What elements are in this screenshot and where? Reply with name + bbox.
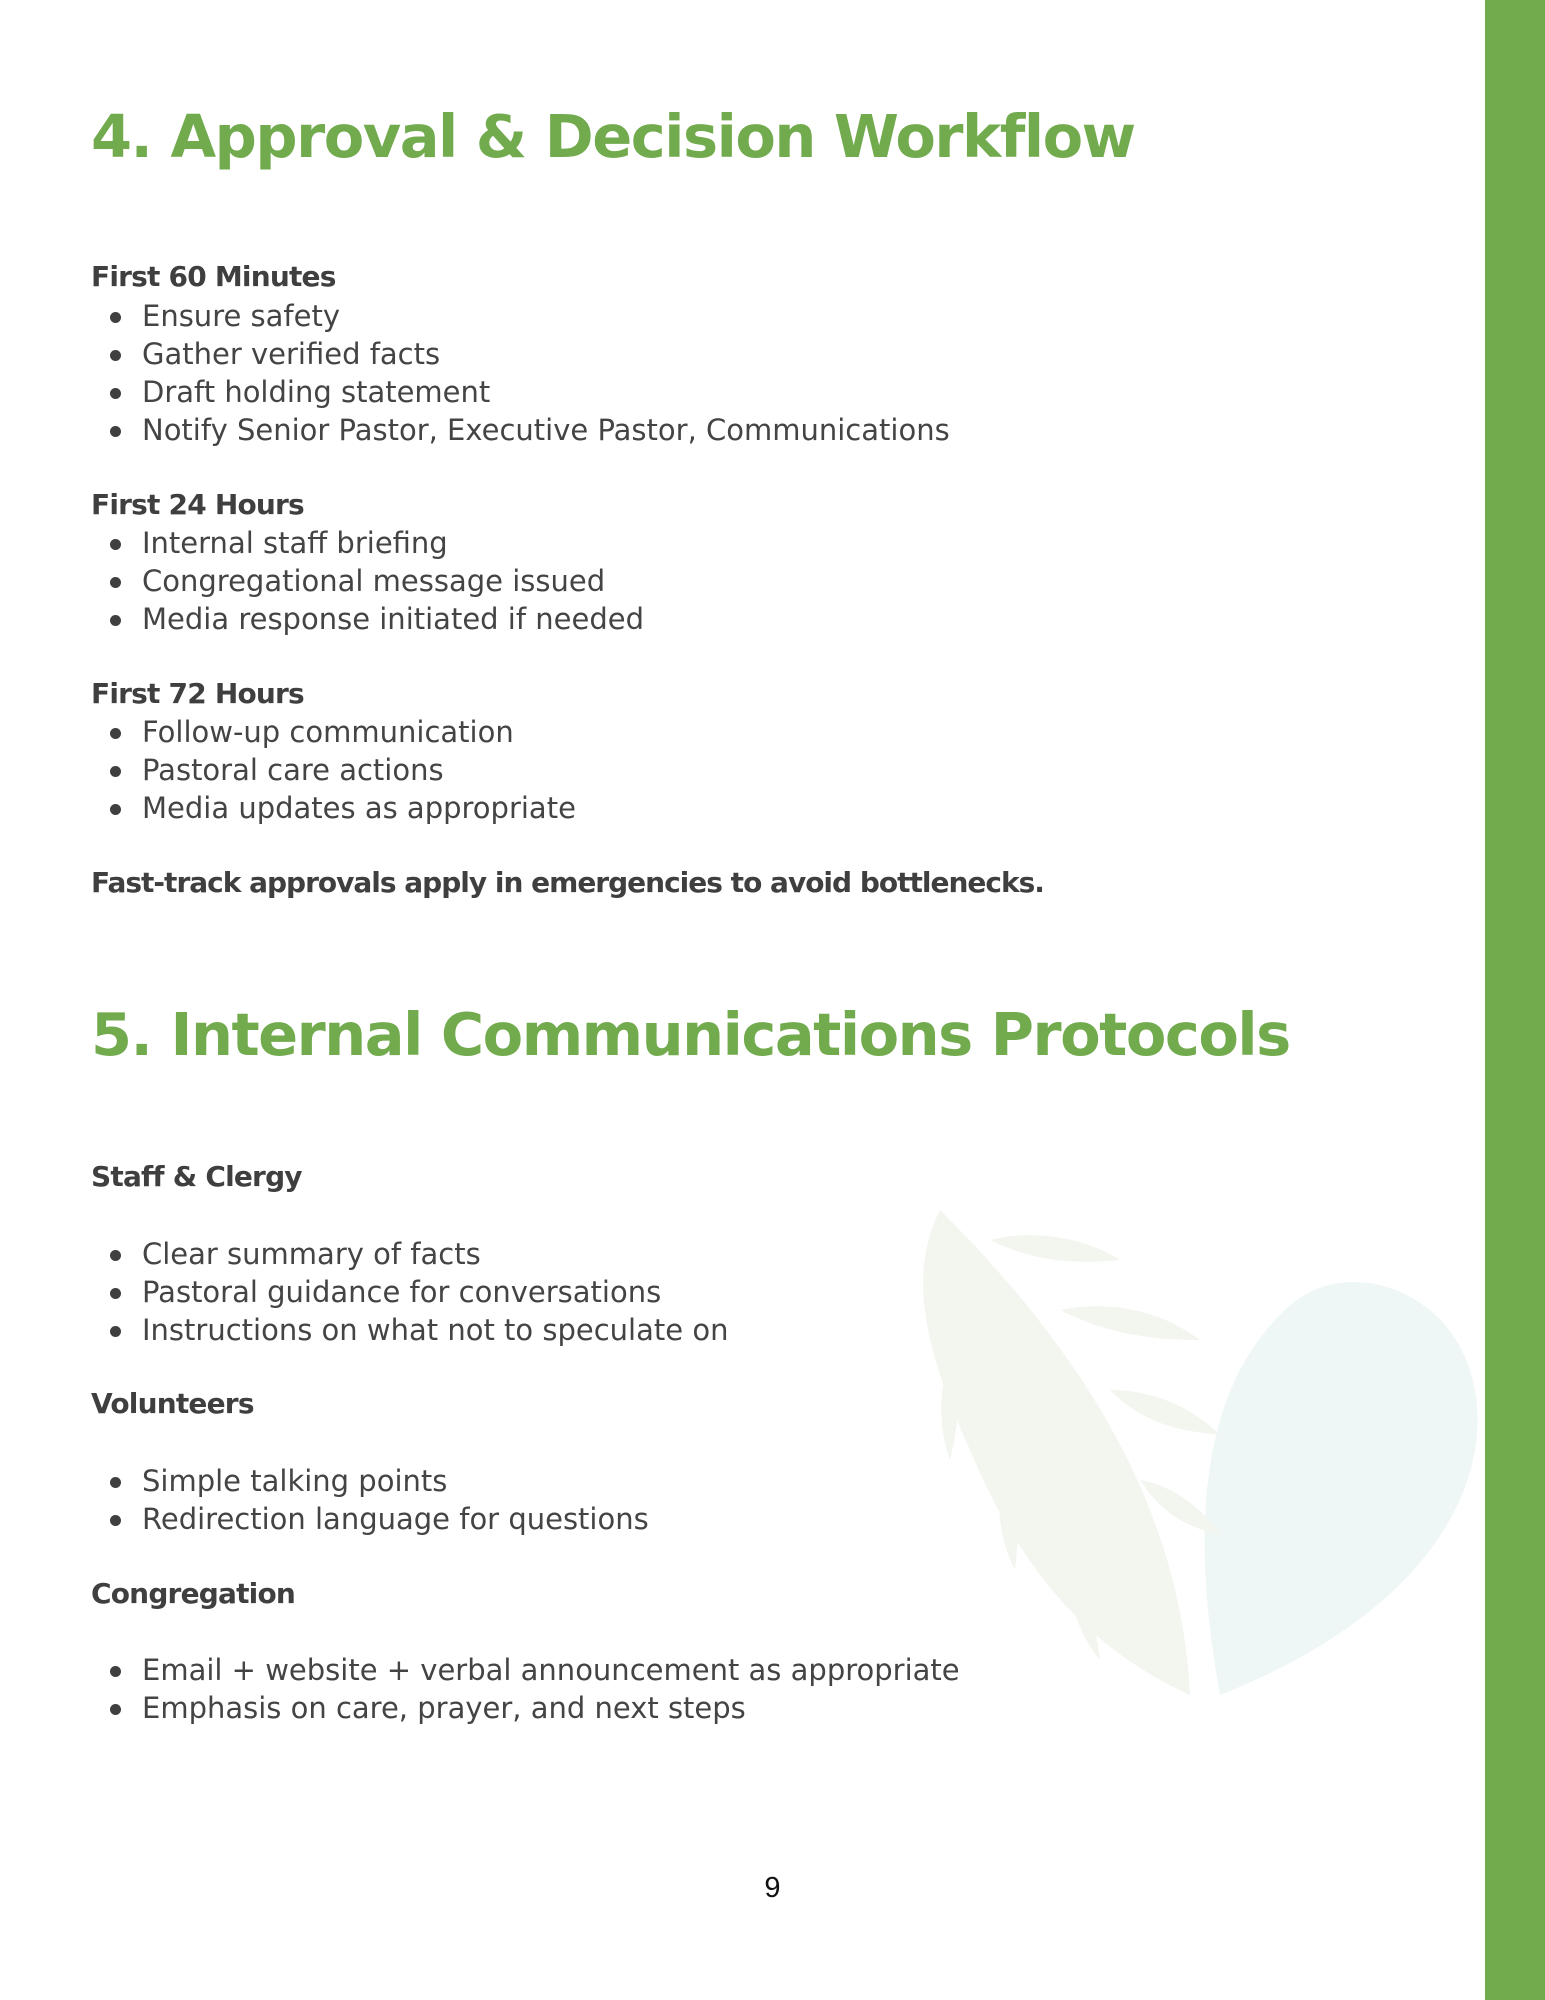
heart-icon	[1205, 1282, 1478, 1695]
section-4-group-3-heading: First 72 Hours	[91, 677, 304, 710]
section-4-group-1-list	[91, 297, 950, 449]
list-item: Email + website + verbal announcement as appropriate	[91, 1651, 960, 1689]
section-5-group-3-list	[91, 1651, 960, 1727]
bullet-icon	[110, 1666, 121, 1677]
list-item: Draft holding statement	[91, 373, 950, 411]
list-item: Emphasis on care, prayer, and next steps	[91, 1689, 960, 1727]
section-4-note: Fast-track approvals apply in emergencies to avoid bottlenecks.	[91, 866, 1044, 899]
bullet-icon	[110, 766, 121, 777]
section-4-title: 4. Approval & Decision Workflow	[91, 102, 1135, 171]
list-item: Follow-up communication	[91, 713, 576, 751]
page-number: 9	[764, 1872, 781, 1904]
list-item: Notify Senior Pastor, Executive Pastor, Communications	[91, 411, 950, 449]
list-item: Pastoral care actions	[91, 751, 576, 789]
list-item: Clear summary of facts	[91, 1235, 728, 1273]
section-4-group-2-heading: First 24 Hours	[91, 488, 304, 521]
bullet-icon	[110, 1515, 121, 1526]
list-item: Pastoral guidance for conversations	[91, 1273, 728, 1311]
section-4-group-1-heading: First 60 Minutes	[91, 260, 336, 293]
bullet-icon	[110, 1326, 121, 1337]
bullet-icon	[110, 615, 121, 626]
list-item: Internal staff briefing	[91, 524, 644, 562]
list-item: Ensure safety	[91, 297, 950, 335]
section-5-group-1-list	[91, 1235, 728, 1349]
leaf-icon	[923, 1210, 1220, 1695]
list-item: Media updates as appropriate	[91, 789, 576, 827]
bullet-icon	[110, 1250, 121, 1261]
list-item: Redirection language for questions	[91, 1500, 649, 1538]
bullet-icon	[110, 1704, 121, 1715]
list-item: Gather verified facts	[91, 335, 950, 373]
section-5-group-2-heading: Volunteers	[91, 1387, 254, 1420]
bullet-icon	[110, 426, 121, 437]
bullet-icon	[110, 577, 121, 588]
section-5-title: 5. Internal Communications Protocols	[91, 1000, 1290, 1069]
bullet-icon	[110, 1288, 121, 1299]
bullet-icon	[110, 312, 121, 323]
section-5-group-1-heading: Staff & Clergy	[91, 1160, 302, 1193]
section-5-group-2-list	[91, 1462, 649, 1538]
section-4-group-2-list	[91, 524, 644, 638]
list-item: Media response initiated if needed	[91, 600, 644, 638]
list-item: Instructions on what not to speculate on	[91, 1311, 728, 1349]
bullet-icon	[110, 350, 121, 361]
list-item: Congregational message issued	[91, 562, 644, 600]
list-item: Simple talking points	[91, 1462, 649, 1500]
watermark-logo	[900, 1190, 1500, 1710]
bullet-icon	[110, 1477, 121, 1488]
bullet-icon	[110, 539, 121, 550]
section-4-group-3-list	[91, 713, 576, 827]
bullet-icon	[110, 804, 121, 815]
section-5-group-3-heading: Congregation	[91, 1577, 296, 1610]
bullet-icon	[110, 388, 121, 399]
bullet-icon	[110, 728, 121, 739]
